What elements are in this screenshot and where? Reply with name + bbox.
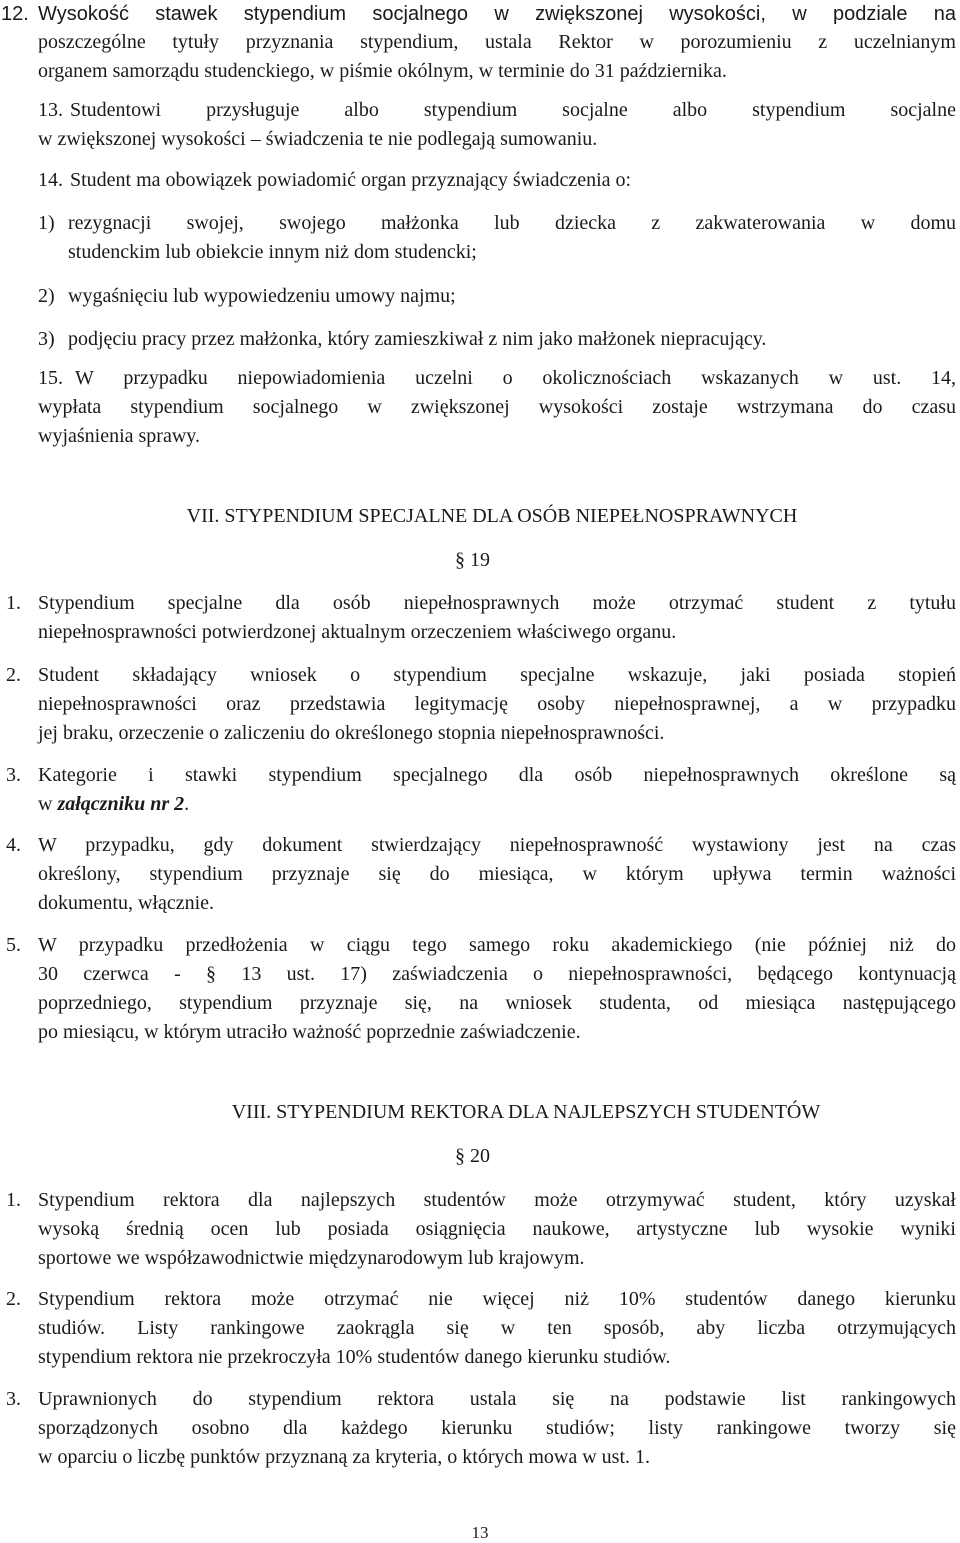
text-line: 30 czerwca - § 13 ust. 17) zaświadczenia o niepełnosprawności, będącego kontynuacją bbox=[38, 963, 956, 985]
text-line: sporządzonych osobno dla każdego kierunku studiów; listy rankingowe tworzy się bbox=[38, 1417, 956, 1439]
text-line: wypłata stypendium socjalnego w zwiększonej wysokości zostaje wstrzymana do czasu bbox=[38, 396, 956, 418]
text-line: Stypendium specjalne dla osób niepełnosprawnych może otrzymać student z tytułu bbox=[38, 592, 956, 614]
paragraph-number: 4. bbox=[6, 834, 21, 856]
text-line: W przypadku niepowiadomienia uczelni o okolicznościach wskazanych w ust. 14, bbox=[75, 367, 956, 389]
text-line: wyjaśnienia sprawy. bbox=[38, 425, 200, 447]
paragraph-number: 2. bbox=[6, 1288, 21, 1310]
text-line: określony, stypendium przyznaje się do miesiąca, w którym upływa termin ważności bbox=[38, 863, 956, 885]
section-heading: VII. STYPENDIUM SPECJALNE DLA OSÓB NIEPEŁNOSPRAWNYCH bbox=[186, 505, 798, 527]
paragraph-number: 3. bbox=[6, 764, 21, 786]
text-line: niepełnosprawności oraz przedstawia legitymację osoby niepełnosprawnej, a w przypadku bbox=[38, 693, 956, 715]
text-line: poszczególne tytuły przyznania stypendium, ustala Rektor w porozumieniu z uczelnianym bbox=[38, 31, 956, 53]
text-line: Wysokość stawek stypendium socjalnego w zwiększonej wysokości, w podziale na bbox=[38, 3, 956, 25]
list-item-number: 1) bbox=[38, 212, 55, 234]
paragraph-number: 1. bbox=[6, 1189, 21, 1211]
text-fragment: w bbox=[38, 793, 58, 815]
paragraph-number: 14. bbox=[38, 169, 63, 191]
text-line: studiów. Listy rankingowe zaokrągla się w ten sposób, aby liczba otrzymujących bbox=[38, 1317, 956, 1339]
text-line: Student ma obowiązek powiadomić organ przyznający świadczenia o: bbox=[70, 169, 632, 191]
text-line: organem samorządu studenckiego, w piśmie okólnym, w terminie do 31 października. bbox=[38, 60, 727, 82]
text-line: po miesiącu, w którym utraciło ważność poprzednie zaświadczenie. bbox=[38, 1021, 581, 1043]
text-line: W przypadku przedłożenia w ciągu tego samego roku akademickiego (nie później niż do bbox=[38, 934, 956, 956]
text-line: Stypendium rektora dla najlepszych studentów może otrzymywać student, który uzyskał bbox=[38, 1189, 956, 1211]
text-line: Studentowi przysługuje albo stypendium socjalne albo stypendium socjalne bbox=[70, 99, 956, 121]
text-line: studenckim lub obiekcie innym niż dom studencki; bbox=[68, 241, 477, 263]
text-line: w oparciu o liczbę punktów przyznaną za kryteria, o których mowa w ust. 1. bbox=[38, 1446, 651, 1468]
paragraph-mark: § 20 bbox=[455, 1145, 490, 1167]
text-fragment: . bbox=[184, 793, 190, 815]
text-line: Uprawnionych do stypendium rektora ustala się na podstawie list rankingowych bbox=[38, 1388, 956, 1410]
page-number: 13 bbox=[471, 1523, 489, 1542]
text-line: Stypendium rektora może otrzymać nie więcej niż 10% studentów danego kierunku bbox=[38, 1288, 956, 1310]
list-item-number: 3) bbox=[38, 328, 55, 350]
paragraph-number: 13. bbox=[38, 99, 63, 121]
paragraph-number: 3. bbox=[6, 1388, 21, 1410]
annex-reference: załączniku nr 2 bbox=[57, 793, 185, 815]
text-line: Student składający wniosek o stypendium specjalne wskazuje, jaki posiada stopień bbox=[38, 664, 956, 686]
text-line: sportowe we współzawodnictwie międzynarodowym lub krajowym. bbox=[38, 1247, 585, 1269]
paragraph-number: 5. bbox=[6, 934, 21, 956]
text-line: dokumentu, włącznie. bbox=[38, 892, 215, 914]
text-line: wygaśnięciu lub wypowiedzeniu umowy najmu; bbox=[68, 285, 456, 307]
text-line: stypendium rektora nie przekroczyła 10% studentów danego kierunku studiów. bbox=[38, 1346, 671, 1368]
text-line: wysoką średnią ocen lub posiada osiągnięcia naukowe, artystyczne lub wysokie wyniki bbox=[38, 1218, 956, 1240]
text-line: w zwiększonej wysokości – świadczenia te nie podlegają sumowaniu. bbox=[38, 128, 598, 150]
paragraph-number: 1. bbox=[6, 592, 21, 614]
paragraph-mark: § 19 bbox=[455, 549, 490, 571]
section-heading: VIII. STYPENDIUM REKTORA DLA NAJLEPSZYCH STUDENTÓW bbox=[231, 1101, 821, 1123]
paragraph-number: 2. bbox=[6, 664, 21, 686]
list-item-number: 2) bbox=[38, 285, 55, 307]
text-line: poprzedniego, stypendium przyznaje się, na wniosek studenta, od miesiąca następującego bbox=[38, 992, 956, 1014]
paragraph-number: 12. bbox=[1, 3, 29, 25]
text-line: niepełnosprawności potwierdzonej aktualnym orzeczeniem właściwego organu. bbox=[38, 621, 677, 643]
text-line: Kategorie i stawki stypendium specjalnego dla osób niepełnosprawnych określone są bbox=[38, 764, 956, 786]
text-line: jej braku, orzeczenie o zaliczeniu do określonego stopnia niepełnosprawności. bbox=[38, 722, 665, 744]
text-line: rezygnacji swojej, swojego małżonka lub dziecka z zakwaterowania w domu bbox=[68, 212, 956, 234]
text-line: podjęciu pracy przez małżonka, który zamieszkiwał z nim jako małżonek niepracujący. bbox=[68, 328, 767, 350]
paragraph-number: 15. bbox=[38, 367, 63, 389]
text-line: W przypadku, gdy dokument stwierdzający niepełnosprawność wystawiony jest na czas bbox=[38, 834, 956, 856]
text-line bbox=[38, 790, 956, 819]
